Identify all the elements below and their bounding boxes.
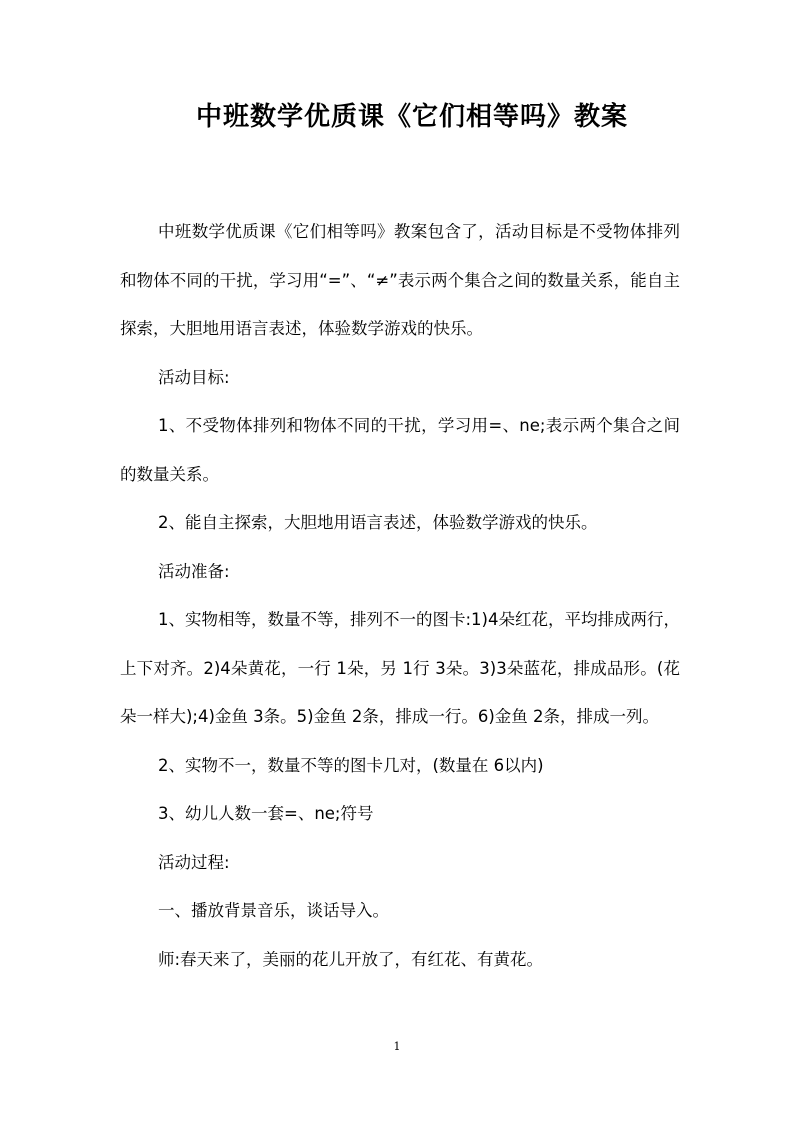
paragraph-goal-2: 2、能自主探索，大胆地用语言表述，体验数学游戏的快乐。 xyxy=(158,513,598,532)
document-body xyxy=(120,208,680,984)
paragraph-goals-heading: 活动目标: xyxy=(158,367,230,387)
paragraph-teacher-line: 师:春天来了，美丽的花儿开放了，有红花、有黄花。 xyxy=(158,949,544,969)
paragraph-prep-heading: 活动准备: xyxy=(158,561,230,581)
paragraph-prep-2: 2、实物不一，数量不等的图卡几对，(数量在 6以内) xyxy=(158,755,544,775)
paragraph-process-heading: 活动过程: xyxy=(158,852,230,872)
paragraph-goal-1: 1、不受物体排列和物体不同的干扰，学习用=、ne;表示两个集合之间的数量关系。 xyxy=(120,416,680,484)
paragraph-intro: 中班数学优质课《它们相等吗》教案包含了，活动目标是不受物体排列和物体不同的干扰，学习用“=”、“≠”表示两个集合之间的数量关系，能自主探索，大胆地用语言表述，体验数学游戏的快乐。 xyxy=(120,222,680,338)
paragraph-prep-1: 1、实物相等，数量不等，排列不一的图卡:1)4朵红花，平均排成两行，上下对齐。2)4朵黄花，一行 1朵，另 1行 3朵。3)3朵蓝花，排成品形。(花朵一样大);4)金鱼 3条。5)金鱼 2条，排成一行。6)金鱼 2条，排成一列。 xyxy=(120,610,680,726)
paragraph-process-step-1: 一、播放背景音乐，谈话导入。 xyxy=(158,901,389,920)
document-title: 中班数学优质课《它们相等吗》教案 xyxy=(195,102,628,132)
page-number: 1 xyxy=(393,1040,401,1053)
paragraph-prep-3: 3、幼儿人数一套=、ne;符号 xyxy=(158,804,374,823)
